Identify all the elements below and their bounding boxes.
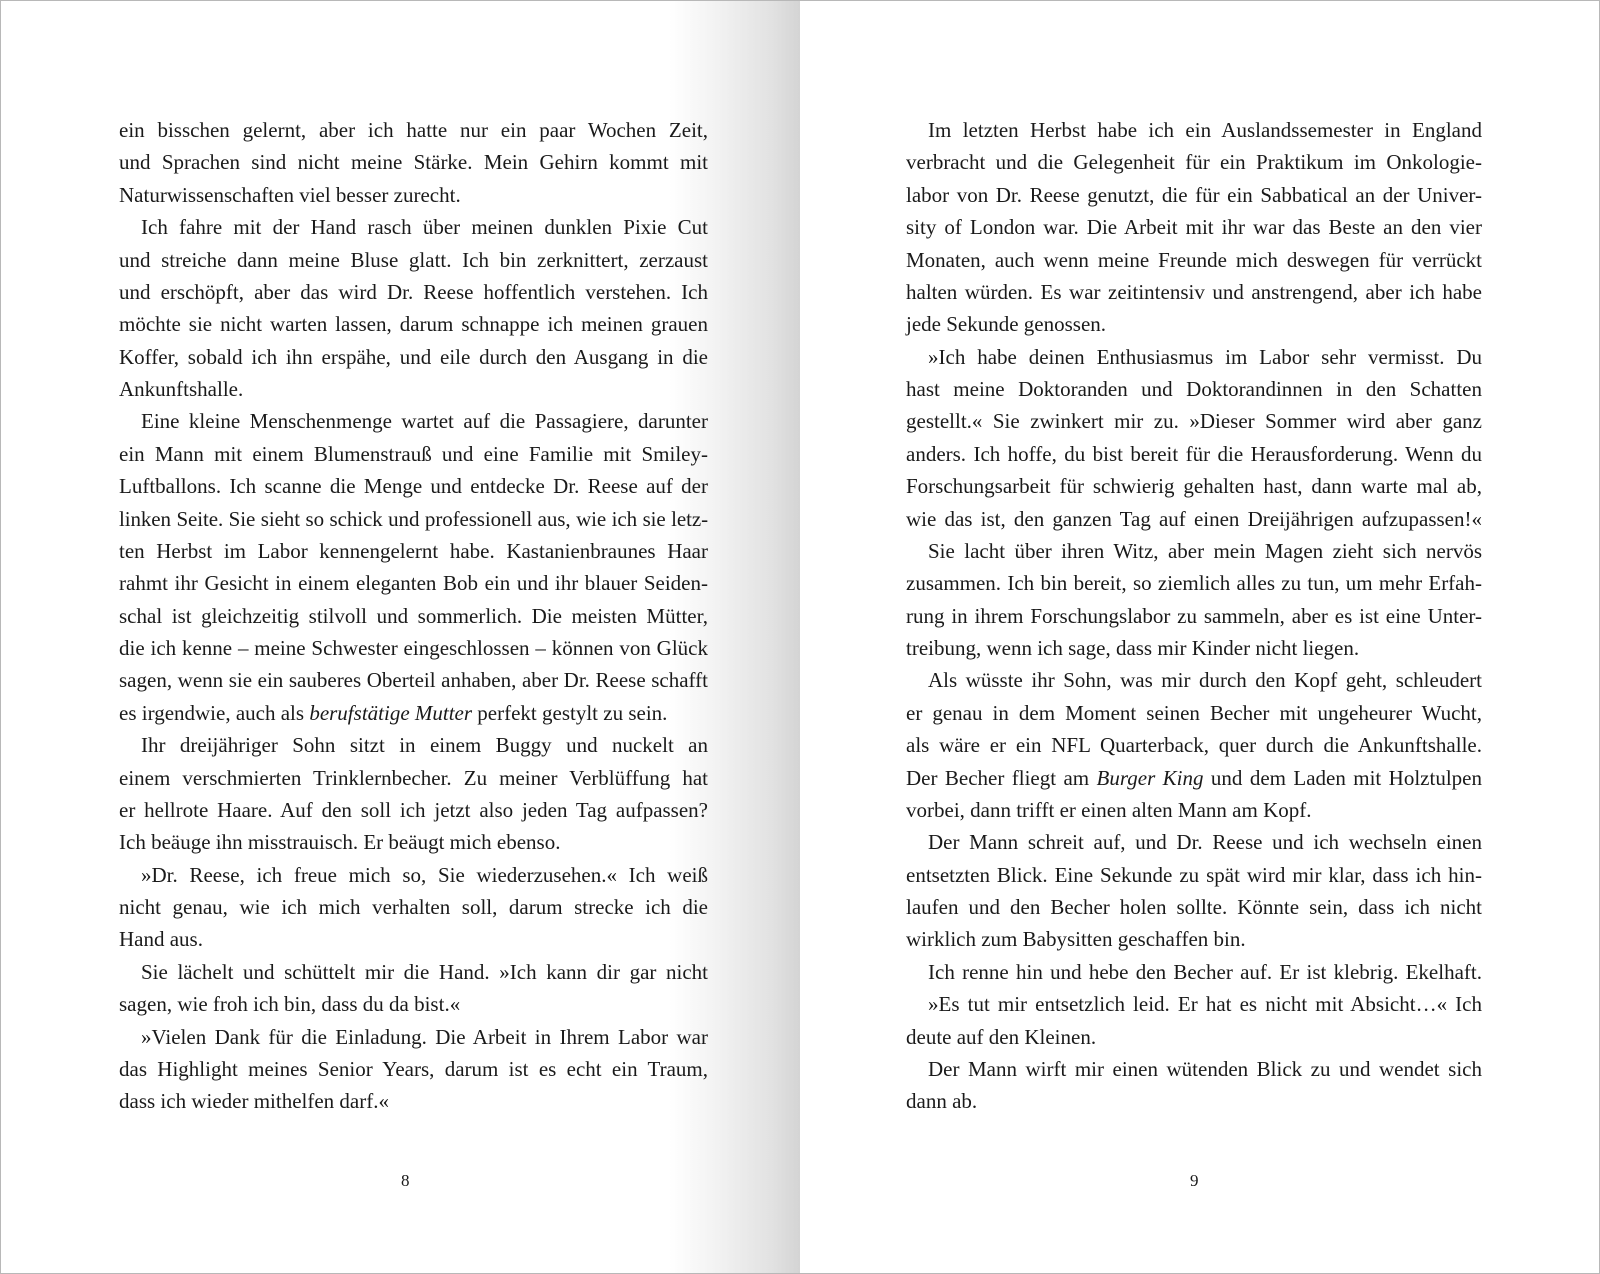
text-line: vorbei, dann trifft er einen alten Mann am Kopf. bbox=[906, 797, 1312, 822]
text-line: wirklich zum Babysitten geschaffen bin. bbox=[906, 927, 1246, 952]
text-line: schal ist gleichzeitig stilvoll und sommerlich. Die meisten Mütter, bbox=[119, 603, 708, 628]
text-line: Sie lacht über ihren Witz, aber mein Magen zieht sich nervös bbox=[928, 538, 1482, 563]
text-line: Ankunftshalle. bbox=[119, 377, 244, 401]
page-number-right: 9 bbox=[1190, 1171, 1199, 1190]
text-line: »Dr. Reese, ich freue mich so, Sie wiederzusehen.« Ich weiß bbox=[141, 862, 708, 887]
text-line bbox=[906, 762, 1482, 794]
italic-text: berufstätige Mutter bbox=[309, 700, 473, 725]
text-line: dass ich wieder mithelfen darf.« bbox=[119, 1089, 389, 1114]
text-line: rung in ihrem Forschungslabor zu sammeln, aber es ist eine Unter- bbox=[906, 603, 1482, 628]
text-line: anders. Ich hoffe, du bist bereit für die Herausforderung. Wenn du bbox=[906, 441, 1482, 466]
text-line: nicht genau, wie ich mich verhalten soll, darum strecke ich die bbox=[119, 895, 708, 919]
text-line: deute auf den Kleinen. bbox=[906, 1024, 1097, 1049]
text-line: Ihr dreijähriger Sohn sitzt in einem Buggy und nuckelt an bbox=[141, 733, 708, 758]
text-line: Ich beäuge ihn misstrauisch. Er beäugt mich ebenso. bbox=[119, 830, 561, 855]
text-line: Luftballons. Ich scanne die Menge und entdecke Dr. Reese auf der bbox=[119, 474, 708, 499]
text-line: labor von Dr. Reese genutzt, die für ein Sabbatical an der Univer- bbox=[906, 182, 1482, 207]
text-line: er hellrote Haare. Auf den soll ich jetzt also jeden Tag aufpassen? bbox=[119, 797, 708, 822]
text-line: rahmt ihr Gesicht in einem eleganten Bob ein und ihr blauer Seiden- bbox=[119, 571, 708, 596]
text-line: Monaten, auch wenn meine Freunde mich deswegen für verrückt bbox=[906, 247, 1482, 272]
text-line: laufen und den Becher holen sollte. Könnte sein, dass ich nicht bbox=[906, 895, 1482, 919]
text-line: sity of London war. Die Arbeit mit ihr war das Beste an den vier bbox=[906, 215, 1482, 240]
text-line: jede Sekunde genossen. bbox=[906, 312, 1107, 337]
text-line: gestellt.« Sie zwinkert mir zu. »Dieser Sommer wird aber ganz bbox=[906, 409, 1482, 434]
text-line: entsetzten Blick. Eine Sekunde zu spät wird mir klar, dass ich hin- bbox=[906, 862, 1482, 887]
text-line: das Highlight meines Senior Years, darum ist es echt ein Traum, bbox=[119, 1056, 708, 1081]
text-line: wie das ist, den ganzen Tag auf einen Dreijährigen aufzupassen!« bbox=[906, 506, 1482, 531]
text-line bbox=[119, 697, 708, 729]
text-line: »Ich habe deinen Enthusiasmus im Labor sehr vermisst. Du bbox=[928, 344, 1482, 369]
text-line: Sie lächelt und schüttelt mir die Hand. »Ich kann dir gar nicht bbox=[141, 959, 708, 984]
text-line: »Vielen Dank für die Einladung. Die Arbeit in Ihrem Labor war bbox=[141, 1024, 708, 1049]
text-line: sagen, wenn sie ein sauberes Oberteil anhaben, aber Dr. Reese schafft bbox=[119, 668, 708, 693]
line-segment: perfekt gestylt zu sein. bbox=[472, 700, 668, 725]
text-line: hast meine Doktoranden und Doktorandinnen in den Schatten bbox=[906, 377, 1482, 401]
text-line: ein bisschen gelernt, aber ich hatte nur ein paar Wochen Zeit, bbox=[119, 118, 708, 142]
italic-text: Burger King bbox=[1096, 765, 1204, 790]
left-page bbox=[1, 1, 800, 1273]
text-line: die ich kenne – meine Schwester eingeschlossen – können von Glück bbox=[119, 636, 708, 660]
text-line: Der Mann schreit auf, und Dr. Reese und ich wechseln einen bbox=[928, 830, 1482, 855]
text-line: und Sprachen sind nicht meine Stärke. Mein Gehirn kommt mit bbox=[119, 150, 708, 175]
text-line: verbracht und die Gelegenheit für ein Praktikum im Onkologie- bbox=[906, 150, 1482, 175]
text-line: Eine kleine Menschenmenge wartet auf die Passagiere, darunter bbox=[141, 409, 708, 434]
left-page-text bbox=[119, 114, 708, 1118]
text-line: als wäre er ein NFL Quarterback, quer durch die Ankunftshalle. bbox=[906, 733, 1482, 758]
text-line: und erschöpft, aber das wird Dr. Reese hoffentlich verstehen. Ich bbox=[119, 279, 708, 304]
text-line: Im letzten Herbst habe ich ein Auslandssemester in England bbox=[928, 118, 1482, 142]
text-line: und streiche dann meine Bluse glatt. Ich bin zerknittert, zerzaust bbox=[119, 247, 708, 272]
right-page bbox=[800, 1, 1599, 1273]
text-line: Als wüsste ihr Sohn, was mir durch den Kopf geht, schleudert bbox=[928, 668, 1482, 693]
text-line: Der Mann wirft mir einen wütenden Blick zu und wendet sich bbox=[928, 1056, 1482, 1081]
text-line: Ich renne hin und hebe den Becher auf. Er ist klebrig. Ekelhaft. bbox=[928, 959, 1482, 984]
text-line: treibung, wenn ich sage, dass mir Kinder nicht liegen. bbox=[906, 636, 1360, 660]
text-line: sagen, wie froh ich bin, dass du da bist.« bbox=[119, 992, 461, 1017]
text-line: zusammen. Ich bin bereit, so ziemlich alles zu tun, um mehr Erfah- bbox=[906, 571, 1482, 596]
text-line: möchte sie nicht warten lassen, darum schnappe ich meinen grauen bbox=[119, 312, 708, 337]
text-line: linken Seite. Sie sieht so schick und professionell aus, wie ich sie letz- bbox=[119, 506, 708, 531]
text-line: Koffer, sobald ich ihn erspähe, und eile durch den Ausgang in die bbox=[119, 344, 708, 369]
text-line: Forschungsarbeit für schwierig gehalten hast, dann warte mal ab, bbox=[906, 474, 1482, 499]
text-line: dann ab. bbox=[906, 1089, 978, 1114]
text-line: er genau in dem Moment seinen Becher mit ungeheurer Wucht, bbox=[906, 700, 1482, 725]
page-number-left: 8 bbox=[401, 1171, 410, 1190]
line-segment: Der Becher fliegt am bbox=[906, 765, 1097, 790]
text-line: »Es tut mir entsetzlich leid. Er hat es nicht mit Absicht…« Ich bbox=[928, 992, 1482, 1017]
line-segment: und dem Laden mit Holztulpen bbox=[1203, 765, 1482, 790]
line-segment: es irgendwie, auch als bbox=[119, 700, 310, 725]
right-page-text bbox=[906, 114, 1482, 1118]
text-line: ten Herbst im Labor kennengelernt habe. Kastanienbraunes Haar bbox=[119, 538, 708, 563]
text-line: Naturwissenschaften viel besser zurecht. bbox=[119, 182, 461, 207]
text-line: ein Mann mit einem Blumenstrauß und eine Familie mit Smiley- bbox=[119, 441, 708, 466]
text-line: Hand aus. bbox=[119, 927, 203, 952]
text-line: halten würden. Es war zeitintensiv und anstrengend, aber ich habe bbox=[906, 279, 1482, 304]
text-line: Ich fahre mit der Hand rasch über meinen dunklen Pixie Cut bbox=[141, 215, 708, 240]
text-line: einem verschmierten Trinklernbecher. Zu meiner Verblüffung hat bbox=[119, 765, 708, 790]
